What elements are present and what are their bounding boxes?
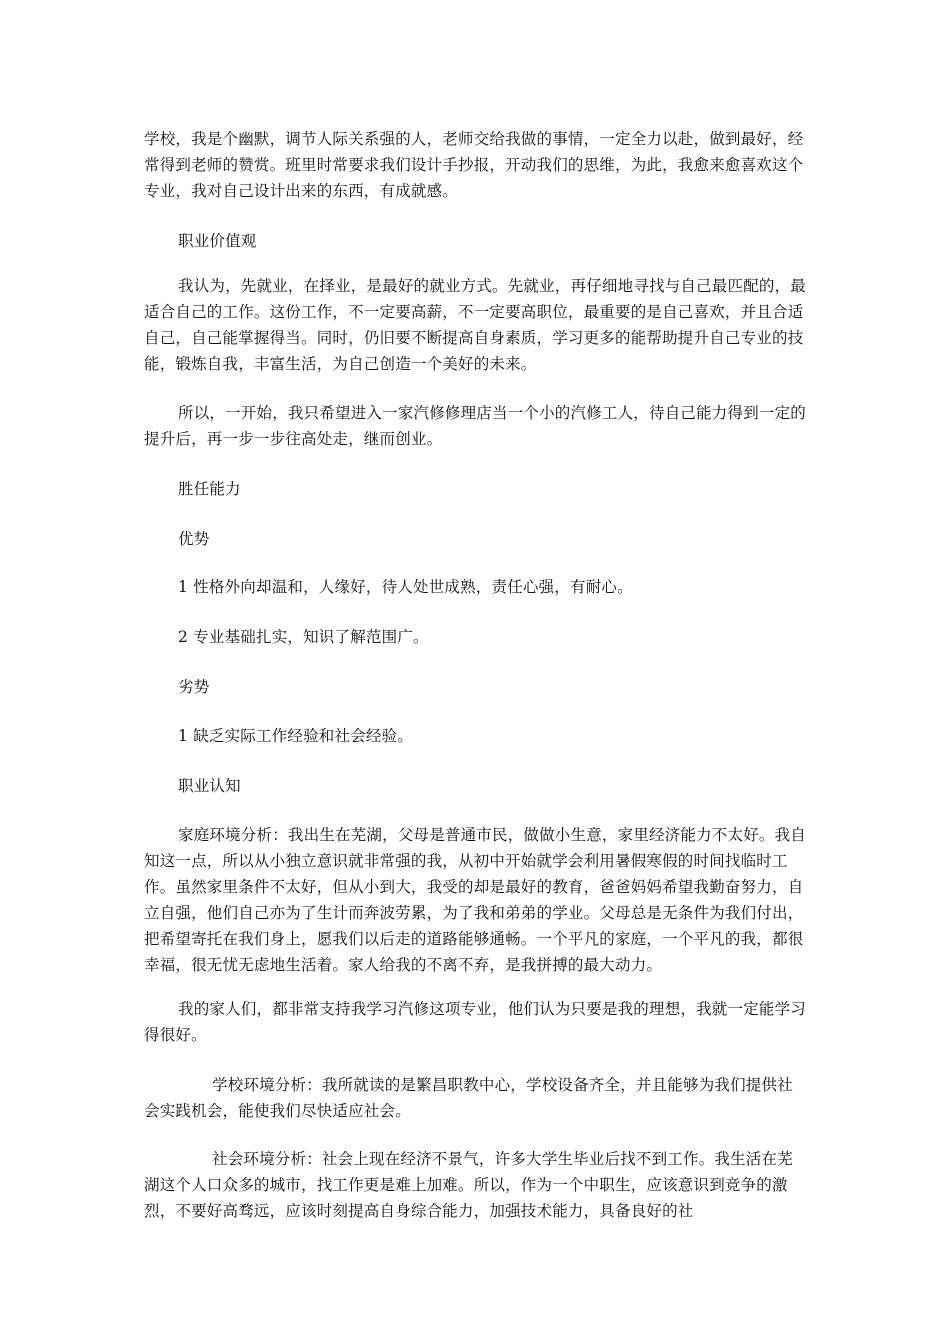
- paragraph-intro: 学校，我是个幽默，调节人际关系强的人，老师交给我做的事情，一定全力以赴，做到最好，经常得到老师的赞赏。班里时常要求我们设计手抄报，开动我们的思维，为此，我愈来愈喜欢这个专业，我对自己设计出来的东西，有成就感。: [144, 130, 804, 200]
- heading-competence: 胜任能力: [178, 480, 241, 498]
- paragraph-family-environment: 家庭环境分析：我出生在芜湖，父母是普通市民，做做小生意，家里经济能力不太好。我自知这一点，所以从小独立意识就非常强的我，从初中开始就学会利用暑假寒假的时间找临时工作。虽然家里条件不太好，但从小到大，我受的却是最好的教育，爸爸妈妈希望我勤奋努力，自立自强，他们自己亦为了生计而奔波劳累，为了我和弟弟的学业。父母总是无条件为我们付出，把希望寄托在我们身上，愿我们以后走的道路能够通畅。一个平凡的家庭，一个平凡的我，都很幸福，很无忧无虑地生活着。家人给我的不离不弃，是我拼搏的最大动力。: [144, 826, 807, 974]
- heading-career-values: 职业价值观: [178, 232, 257, 250]
- paragraph-family-support: 我的家人们，都非常支持我学习汽修这项专业，他们认为只要是我的理想，我就一定能学习得很好。: [144, 1000, 807, 1044]
- strength-item-2: 2 专业基础扎实，知识了解范围广。: [178, 628, 429, 646]
- strength-item-1: 1 性格外向却温和，人缘好，待人处世成熟，责任心强，有耐心。: [178, 578, 633, 596]
- paragraph-social-environment: 社会环境分析：社会上现在经济不景气，许多大学生毕业后找不到工作。我生活在芜湖这个人口众多的城市，找工作更是难上加难。所以，作为一个中职生，应该意识到竞争的激烈，不要好高骛远，应该时刻提高自身综合能力，加强技术能力，具备良好的社: [144, 1150, 793, 1220]
- weakness-item-1: 1 缺乏实际工作经验和社会经验。: [178, 727, 413, 745]
- paragraph-career-values: 我认为，先就业，在择业，是最好的就业方式。先就业，再仔细地寻找与自己最匹配的，最适合自己的工作。这份工作，不一定要高薪，不一定要高职位，最重要的是自己喜欢，并且合适自己，自己能掌握得当。同时，仍旧要不断提高自身素质，学习更多的能帮助提升自己专业的技能，锻炼自我，丰富生活，为自己创造一个美好的未来。: [144, 277, 807, 373]
- heading-strengths: 优势: [178, 530, 210, 548]
- heading-weaknesses: 劣势: [178, 678, 210, 696]
- paragraph-school-environment: 学校环境分析：我所就读的是繁昌职教中心，学校设备齐全，并且能够为我们提供社会实践机会，能使我们尽快适应社会。: [144, 1076, 793, 1120]
- heading-career-cognition: 职业认知: [178, 777, 241, 795]
- paragraph-plan: 所以，一开始，我只希望进入一家汽修修理店当一个小的汽修工人，待自己能力得到一定的提升后，再一步一步往高处走，继而创业。: [144, 404, 807, 448]
